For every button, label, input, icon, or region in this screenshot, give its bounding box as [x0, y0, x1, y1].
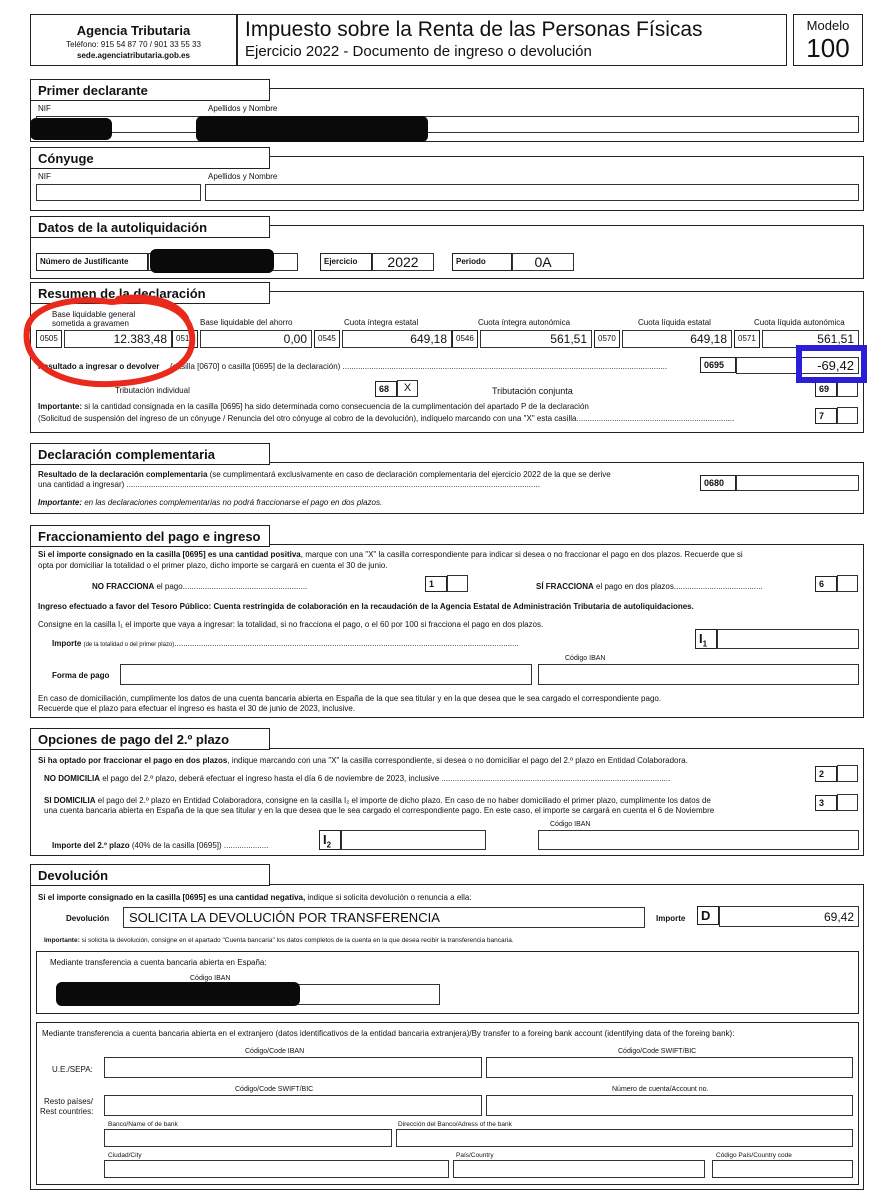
si-fracciona — [536, 582, 763, 591]
segundo-intro-text: , indique marcando con una "X" la casilla correspondiente, si desea o no domiciliar el pago del 2.º plazo en Entidad Colaboradora. — [227, 756, 688, 765]
domiciliacion-1: En caso de domiciliación, cumplimente los datos de una cuenta bancaria abierta en España de la que sea titular y en la que desea que le sea cargado el correspondiente pago. — [38, 694, 662, 703]
devolucion-importante-label: Importante: — [44, 937, 80, 944]
periodo-label: Periodo — [452, 253, 512, 271]
segundo-intro-bold: Si ha optado por fraccionar el pago en dos plazos — [38, 756, 228, 765]
name-label: Apellidos y Nombre — [208, 104, 278, 113]
base-general-label-1: Base liquidable general — [52, 310, 136, 319]
ingreso-heading: Ingreso efectuado a favor del Tesoro Público: Cuenta restringida de colaboración en la recaudación de la Agencia Estatal de Administración Tributaria de autoliquidaciones. — [38, 602, 694, 611]
conyuge-name-field[interactable] — [205, 184, 859, 201]
ue-swift-field[interactable] — [486, 1057, 853, 1078]
cuota-liquida-autonomica-value[interactable]: 561,51 — [762, 330, 859, 348]
no-domicilia-checkbox[interactable] — [837, 765, 858, 782]
devolucion-intro-bold: Si el importe consignado en la casilla [0695] es una cantidad negativa, — [38, 893, 306, 902]
base-general-label-2: sometida a gravamen — [52, 319, 129, 328]
bank-address-field[interactable] — [396, 1129, 853, 1147]
importe-i2-field[interactable] — [341, 830, 486, 850]
devolucion-intro — [38, 893, 472, 902]
complementaria-value[interactable] — [736, 475, 859, 491]
code-0571: 0571 — [734, 330, 760, 348]
resto-label-1: Resto países/ — [44, 1097, 93, 1106]
resumen-importante-text-2: (Solicitud de suspensión del ingreso de un cónyuge / Renuncia del otro cónyuge al cobro de la devolución), indíquelo marcando con una "X" esta casilla....................................................................... — [38, 414, 735, 423]
complementaria-importante-text: en las declaraciones complementarias no podrá fraccionarse el pago en dos plazos. — [84, 498, 383, 507]
complementaria-importante-label: Importante: — [38, 498, 82, 507]
complementaria-heading: Declaración complementaria — [30, 443, 270, 465]
redaction-nif — [30, 118, 112, 140]
nif-label: NIF — [38, 104, 51, 113]
ejercicio-label: Ejercicio — [320, 253, 372, 271]
redaction-name — [196, 116, 428, 142]
city-label: Ciudad/City — [108, 1152, 142, 1159]
trib-conjunta-label: Tributación conjunta — [492, 386, 573, 396]
si-fracciona-text: el pago en dos plazos........................................ — [593, 582, 763, 591]
cuota-integra-estatal-label: Cuota íntegra estatal — [344, 318, 419, 327]
no-domicilia-text: el pago del 2.º plazo, deberá efectuar el ingreso hasta el día 6 de noviembre de 2023, inclusive ....................................................................................................... — [100, 774, 671, 783]
no-fracciona-bold: NO FRACCIONA — [92, 582, 155, 591]
importe-row — [52, 639, 692, 648]
code-i1-letter: I — [699, 631, 703, 646]
rest-account-label: Número de cuenta/Account no. — [612, 1086, 709, 1093]
ext-swift-label: Código/Code SWIFT/BIC — [618, 1048, 697, 1055]
bank-name-label: Banco/Name of de bank — [108, 1121, 178, 1128]
bank-name-field[interactable] — [104, 1129, 392, 1147]
redaction-justificante — [150, 249, 274, 273]
devolucion-importante — [44, 937, 514, 944]
resto-label-2: Rest countries: — [40, 1107, 94, 1116]
no-domicilia — [44, 774, 809, 783]
code-i1-sub: 1 — [702, 639, 708, 649]
devolucion-importante-text: si solicita la devolución, consigne en el apartado "Cuenta bancaria" los datos completos de la cuenta en la que desea recibir la transferencia bancaria. — [79, 937, 514, 944]
si-domicilia-text-2: una cuenta bancaria abierta en España de la que sea titular y en la que desea que le sea cargado el correspondiente pago. En este caso, el importe se cargará en cuenta el 6 de Noviembre — [44, 806, 715, 815]
importe-sub: (de la totalidad o del primer plazo) — [83, 642, 175, 648]
bank-address-label: Dirección del Banco/Adress of the bank — [398, 1121, 512, 1128]
cuota-liquida-estatal-value[interactable]: 649,18 — [622, 330, 732, 348]
suspension-checkbox[interactable] — [837, 407, 858, 424]
extranjero-text: Mediante transferencia a cuenta bancaria abierta en el extranjero (datos identificativos de la entidad bancaria extranjera)/By transfer to a foreing bank account (identifying data of the foreing bank): — [42, 1029, 735, 1038]
espana-text: Mediante transferencia a cuenta bancaria abierta en España: — [50, 958, 267, 967]
base-ahorro-value[interactable]: 0,00 — [200, 330, 312, 348]
no-fracciona — [92, 582, 307, 591]
importe-label: Importe — [52, 639, 82, 648]
resultado-suffix: (casilla [0670] o casilla [0695] de la declaración) .................................................................................................................................................. — [170, 362, 668, 371]
devolucion-heading: Devolución — [30, 864, 270, 886]
periodo-field[interactable]: 0A — [512, 253, 574, 271]
cuota-liquida-autonomica-label: Cuota líquida autonómica — [754, 318, 845, 327]
resumen-heading: Resumen de la declaración — [30, 282, 270, 304]
conyuge-heading: Cónyuge — [30, 147, 270, 169]
justificante-label: Número de Justificante — [36, 253, 148, 271]
complementaria-resultado-label: Resultado de la declaración complementaria — [38, 470, 208, 479]
cuota-liquida-estatal-label: Cuota líquida estatal — [638, 318, 711, 327]
code-i1 — [695, 629, 717, 649]
complementaria-resultado-text-2: una cantidad a ingresar) .......................................................................................................................................................................................... — [38, 480, 540, 489]
code-i2-sub: 2 — [326, 840, 332, 850]
resumen-importante-label: Importante: — [38, 402, 82, 411]
forma-pago-label: Forma de pago — [52, 671, 110, 680]
ue-iban-field[interactable] — [104, 1057, 482, 1078]
fracc-iban-label: Código IBAN — [565, 655, 606, 662]
country-code-field[interactable] — [712, 1160, 853, 1178]
resultado-value[interactable]: -69,42 — [736, 357, 859, 374]
fracc-iban-field[interactable] — [538, 664, 859, 685]
form-title: Impuesto sobre la Renta de las Personas Físicas — [245, 18, 703, 41]
fracc-intro-bold: Si el importe consignado en la casilla [0695] es una cantidad positiva — [38, 550, 301, 559]
devolucion-importe-field[interactable]: 69,42 — [719, 906, 859, 927]
si-domicilia — [44, 796, 711, 805]
code-1: 1 — [425, 576, 447, 592]
complementaria-resultado-text-1: (se cumplimentará exclusivamente en caso de declaración complementaria del ejercicio 2022 de la que se derive — [209, 470, 611, 479]
tributacion-individual-checkbox[interactable]: X — [397, 380, 418, 397]
segundo-intro — [38, 756, 688, 765]
code-0505: 0505 — [36, 330, 62, 348]
si-domicilia-checkbox[interactable] — [837, 794, 858, 811]
agency-name: Agencia Tributaria — [76, 23, 191, 38]
conyuge-nif-field[interactable] — [36, 184, 201, 201]
base-ahorro-label: Base liquidable del ahorro — [200, 318, 293, 327]
agency-website: sede.agenciatributaria.gob.es — [77, 51, 190, 60]
conyuge-name-label: Apellidos y Nombre — [208, 172, 278, 181]
ext-iban-label: Código/Code IBAN — [245, 1048, 305, 1055]
country-code-label: Código País/Country code — [716, 1152, 792, 1159]
conyuge-nif-label: NIF — [38, 172, 51, 181]
devolucion-field[interactable]: SOLICITA LA DEVOLUCIÓN POR TRANSFERENCIA — [123, 907, 645, 928]
code-i2-letter: I — [323, 832, 327, 847]
cuota-integra-autonomica-value[interactable]: 561,51 — [480, 330, 592, 348]
segundo-iban-label: Código IBAN — [550, 821, 591, 828]
segundo-iban-field[interactable] — [538, 830, 859, 850]
code-6: 6 — [815, 576, 837, 592]
code-69: 69 — [815, 381, 837, 397]
resultado-label: Resultado a ingresar o devolver — [38, 362, 160, 371]
country-label: País/Country — [456, 1152, 494, 1159]
devolucion-importe-label: Importe — [656, 914, 686, 923]
code-68: 68 — [375, 381, 397, 397]
base-general-value[interactable]: 12.383,48 — [64, 330, 172, 348]
trib-individual-label: Tributación individual — [115, 386, 190, 395]
code-3: 3 — [815, 795, 837, 811]
code-0695: 0695 — [700, 357, 736, 373]
rest-swift-label: Código/Code SWIFT/BIC — [235, 1086, 314, 1093]
importe-dots: ........................................................................................................................................................... — [174, 639, 519, 648]
fraccionamiento-heading: Fraccionamiento del pago e ingreso — [30, 525, 270, 547]
code-i2 — [319, 830, 341, 850]
code-0570: 0570 — [594, 330, 620, 348]
fracc-intro-2: opta por domiciliar la totalidad o el primer plazo, dicho importe se cargará en cuenta el 30 de junio. — [38, 561, 388, 570]
code-2: 2 — [815, 766, 837, 782]
code-7: 7 — [815, 408, 837, 424]
si-domicilia-bold: SI DOMICILIA — [44, 796, 96, 805]
city-field[interactable] — [104, 1160, 449, 1178]
espana-iban-label: Código IBAN — [190, 975, 231, 982]
primer-declarante-heading: Primer declarante — [30, 79, 270, 101]
code-0545: 0545 — [314, 330, 340, 348]
rest-account-field[interactable] — [486, 1095, 853, 1116]
autoliquidacion-heading: Datos de la autoliquidación — [30, 216, 270, 238]
consigne-text: Consigne en la casilla I₁ el importe que vaya a ingresar: la totalidad, si no fracciona el pago, o el 60 por 100 si fracciona el pago en dos plazos. — [38, 620, 544, 629]
modelo-label: Modelo — [806, 18, 850, 33]
fracc-intro-1 — [38, 550, 743, 559]
code-0510: 0510 — [172, 330, 198, 348]
no-fracciona-checkbox[interactable] — [447, 575, 468, 592]
modelo-number: 100 — [806, 33, 850, 63]
si-fracciona-checkbox[interactable] — [837, 575, 858, 592]
tributacion-conjunta-checkbox[interactable] — [837, 380, 858, 397]
complementaria-resultado — [38, 470, 611, 479]
code-0546: 0546 — [452, 330, 478, 348]
code-0680: 0680 — [700, 475, 736, 491]
cuota-integra-autonomica-label: Cuota íntegra autonómica — [478, 318, 571, 327]
fracc-intro-text-1: , marque con una "X" la casilla correspondiente para indicar si desea o no fraccionar el pago en dos plazos. Recuerde que si — [300, 550, 743, 559]
resumen-importante — [38, 402, 589, 411]
segundo-importe — [52, 841, 268, 850]
redaction-iban — [56, 982, 300, 1006]
no-domicilia-bold: NO DOMICILIA — [44, 774, 100, 783]
si-fracciona-bold: SÍ FRACCIONA — [536, 582, 594, 591]
si-domicilia-text-1: el pago del 2.º plazo en Entidad Colaboradora, consigne en la casilla I₂ el importe de dicho plazo. En caso de no haber domiciliado el primer plazo, cumplimente los datos de — [95, 796, 711, 805]
ue-sepa-label: U.E./SEPA: — [52, 1065, 93, 1074]
cuota-integra-estatal-value[interactable]: 649,18 — [342, 330, 452, 348]
country-field[interactable] — [453, 1160, 705, 1178]
no-fracciona-text: el pago........................................................ — [154, 582, 308, 591]
form-subtitle: Ejercicio 2022 - Documento de ingreso o devolución — [245, 43, 592, 60]
agency-phone: Teléfono: 915 54 87 70 / 901 33 55 33 — [66, 40, 201, 49]
resumen-importante-text-1: si la cantidad consignada en la casilla [0695] ha sido determinada como consecuencia de la cumplimentación del apartado P de la declaración — [84, 402, 589, 411]
segundo-importe-label: Importe del 2.º plazo — [52, 841, 130, 850]
rest-swift-field[interactable] — [104, 1095, 482, 1116]
segundo-plazo-heading: Opciones de pago del 2.º plazo — [30, 728, 270, 750]
forma-pago-field[interactable] — [120, 664, 532, 685]
complementaria-importante — [38, 498, 382, 507]
devolucion-label: Devolución — [66, 914, 110, 923]
importe-i1-field[interactable] — [717, 629, 859, 649]
segundo-importe-sub: (40% de la casilla [0695]) .................... — [129, 841, 269, 850]
code-d: D — [697, 906, 719, 925]
ejercicio-field[interactable]: 2022 — [372, 253, 434, 271]
domiciliacion-2: Recuerde que el plazo para efectuar el ingreso es hasta el 30 de junio de 2023, inclusive. — [38, 704, 356, 713]
devolucion-intro-text: indique si solicita devolución o renuncia a ella: — [305, 893, 472, 902]
